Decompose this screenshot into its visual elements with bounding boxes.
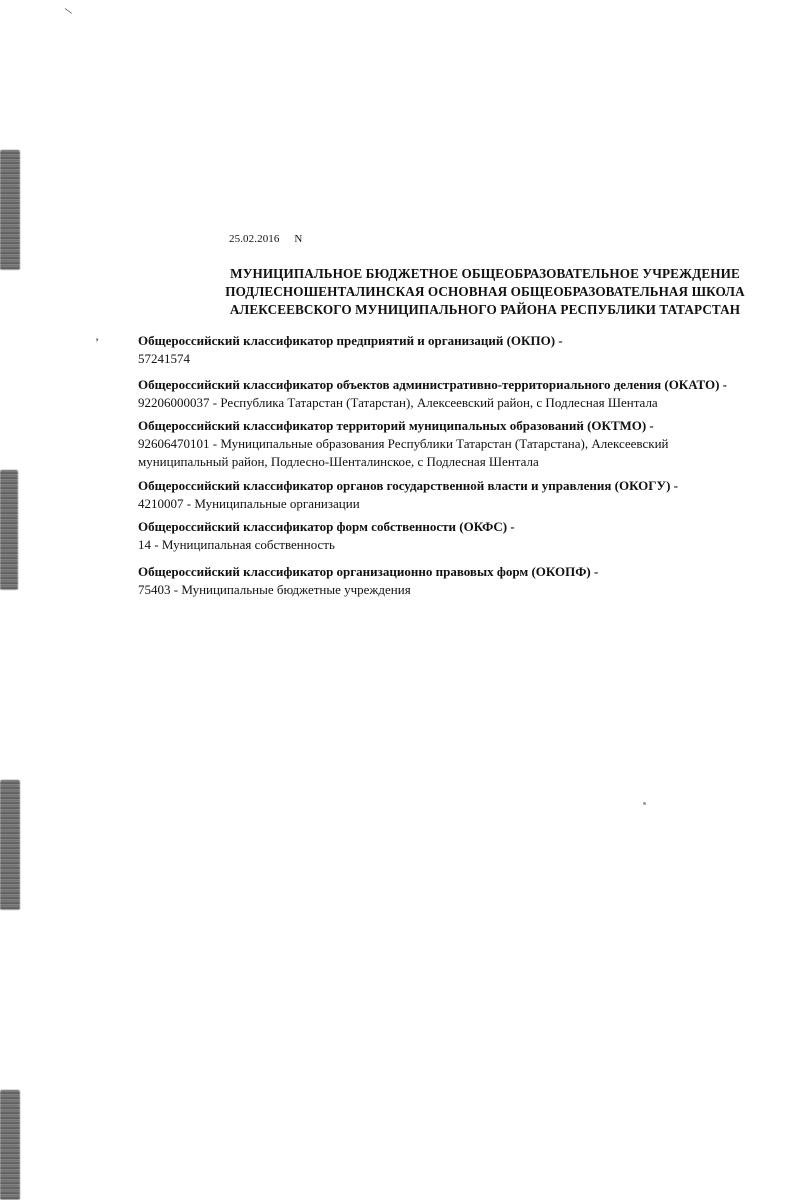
classifier-value: 14 - Муниципальная собственность [138,537,335,552]
document-date: 25.02.2016 [229,233,280,245]
scan-artifact [0,1090,20,1200]
classifier-label: Общероссийский классификатор территорий муниципальных образований (ОКТМО) - [138,418,654,433]
classifier-entry-okpo [138,332,563,368]
classifier-label: Общероссийский классификатор предприятий и организаций (ОКПО) - [138,333,563,348]
margin-tick-mark: ’ [95,335,99,349]
classifier-entry-okato [138,376,727,412]
classifier-label: Общероссийский классификатор объектов административно-территориального деления (ОКАТО) - [138,377,727,392]
organization-header [170,265,800,319]
header-line-1: МУНИЦИПАЛЬНОЕ БЮДЖЕТНОЕ ОБЩЕОБРАЗОВАТЕЛЬНОЕ УЧРЕЖДЕНИЕ [230,266,740,281]
classifier-value: 92206000037 - Республика Татарстан (Татарстан), Алексеевский район, с Подлесная Шентала [138,395,658,410]
document-date-line [229,233,302,245]
header-line-3: АЛЕКСЕЕВСКОГО МУНИЦИПАЛЬНОГО РАЙОНА РЕСПУБЛИКИ ТАТАРСТАН [229,302,741,317]
classifier-value-continued: муниципальный район, Подлесно-Шенталинское, с Подлесная Шентала [138,454,539,469]
classifier-label: Общероссийский классификатор организационно правовых форм (ОКОПФ) - [138,564,599,579]
scan-speck [643,802,646,805]
classifier-value: 75403 - Муниципальные бюджетные учреждения [138,582,411,597]
classifier-value: 57241574 [138,351,190,366]
header-line-2: ПОДЛЕСНОШЕНТАЛИНСКАЯ ОСНОВНАЯ ОБЩЕОБРАЗОВАТЕЛЬНАЯ ШКОЛА [225,284,745,299]
classifier-entry-okogu [138,477,678,513]
classifier-label: Общероссийский классификатор органов государственной власти и управления (ОКОГУ) - [138,478,679,493]
document-number-mark: N [294,233,303,245]
classifier-entry-okfs [138,518,515,554]
classifier-entry-oktmo [138,417,669,471]
classifier-value: 4210007 - Муниципальные организации [138,496,360,511]
classifier-entry-okopf [138,563,598,599]
scan-artifact [0,780,20,910]
classifier-value: 92606470101 - Муниципальные образования Республики Татарстан (Татарстана), Алексеевский [138,436,669,451]
classifier-label: Общероссийский классификатор форм собственности (ОКФС) - [138,519,515,534]
scan-artifact [0,470,18,590]
scan-artifact [0,150,20,270]
corner-scan-mark: \ [62,4,74,18]
